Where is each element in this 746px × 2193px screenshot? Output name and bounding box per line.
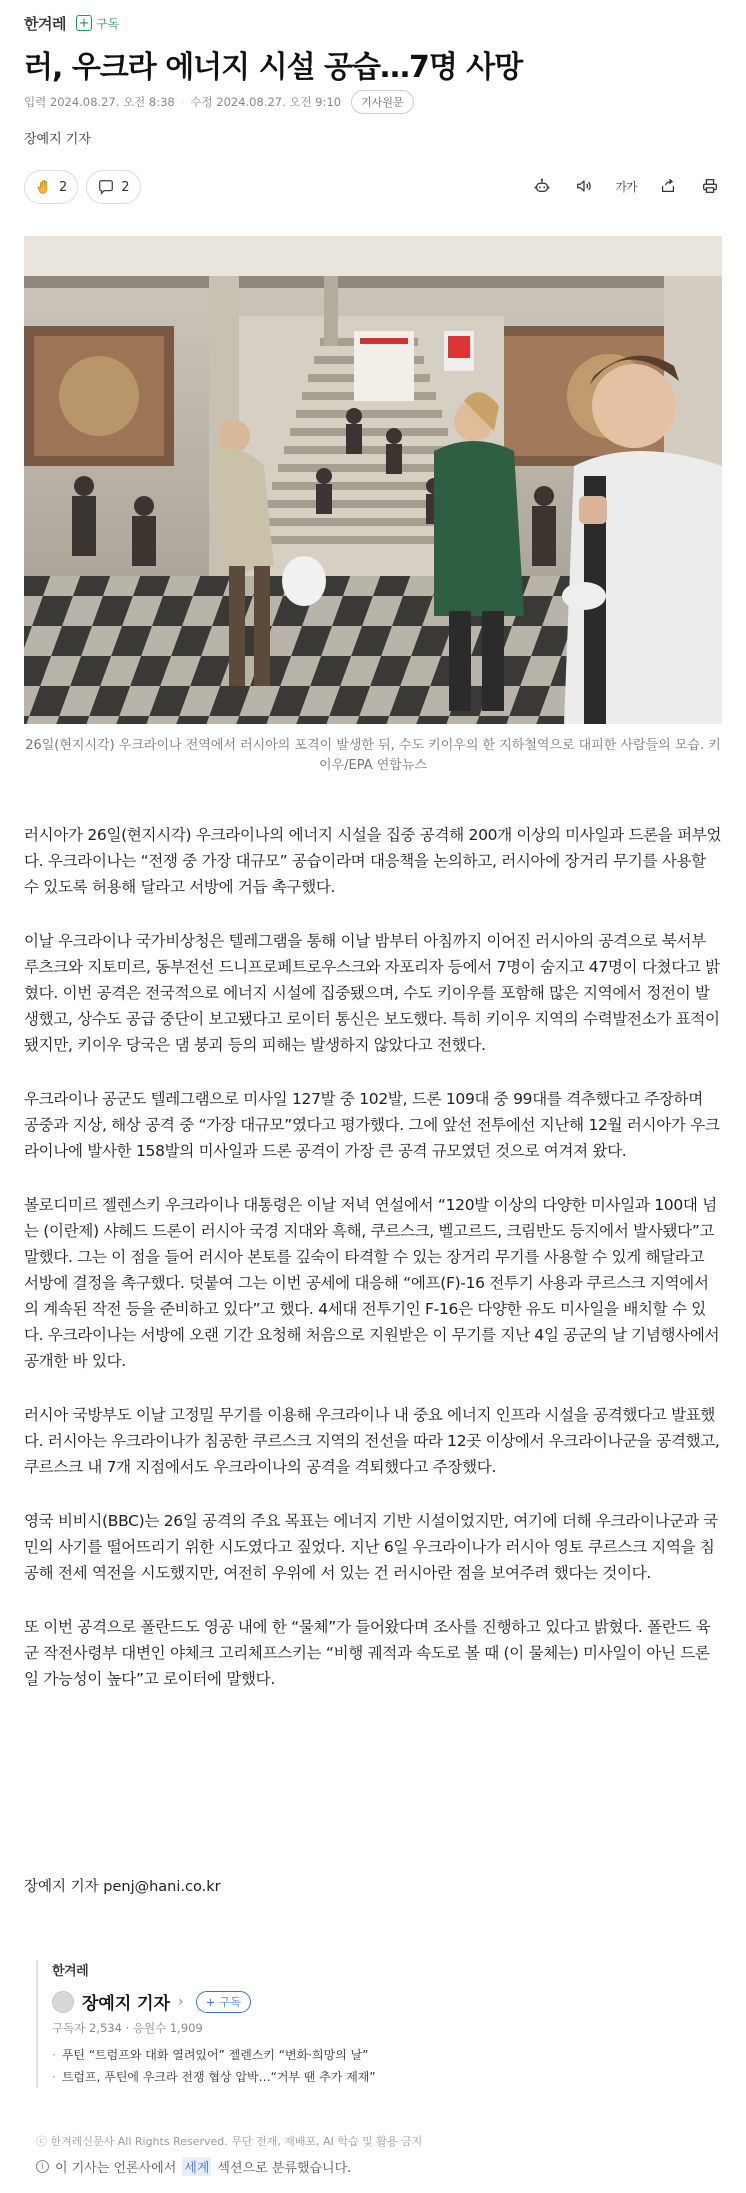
comment-count: 2: [121, 179, 130, 195]
comment-icon: [97, 178, 115, 196]
author-card-press-logo[interactable]: 한겨레: [52, 1964, 89, 1979]
author-email-line: 장예지 기자 penj@hani.co.kr: [24, 1879, 221, 1895]
article-paragraph: 영국 비비시(BBC)는 26일 공격의 주요 목표는 에너지 기반 시설이었지만, 여기에 더해 우크라이나군과 국민의 사기를 떨어뜨리기 위한 시도였다고 짚었다. 지난 6일 우크라이나가 러시아 영토 쿠르스크 지역을 침공해 전세 역전을 시도했지만, 여전히 우위에 서 있는 건 러시아란 점을 보여주려 했다는 것이다.: [24, 1512, 718, 1582]
article-photo[interactable]: [24, 236, 722, 724]
listen-button[interactable]: [572, 174, 596, 198]
bullet-icon: ·: [52, 2048, 56, 2062]
article-paragraph: 우크라이나 공군도 텔레그램으로 미사일 127발 중 102발, 드론 109대 중 99대를 격추했다고 주장하며 공중과 지상, 해상 공격 중 “가장 대규모”였다고 평가했다. 그에 앞선 전투에선 지난해 12월 러시아가 우크라이나에 발사한 158발의 미사일과 드론 공격이 가장 큰 공격 규모였던 것으로 여겨져 왔다.: [24, 1090, 720, 1160]
author-name[interactable]: 장예지 기자: [82, 1994, 171, 2014]
info-icon: i: [36, 2160, 49, 2173]
article-title: 러, 우크라 에너지 시설 공습…7명 사망: [24, 50, 523, 85]
section-suffix: 섹션으로 분류했습니다.: [217, 2161, 352, 2176]
article-meta: [24, 90, 414, 114]
author-card-header: [52, 1989, 696, 2014]
list-item[interactable]: [52, 2066, 696, 2088]
author-stats: 구독자 2,534 · 응원수 1,909: [52, 2021, 203, 2035]
subscribe-label: 구독: [95, 16, 120, 31]
print-button[interactable]: [698, 174, 722, 198]
article-paragraph: 러시아가 26일(현지시각) 우크라이나의 에너지 시설을 집중 공격해 200개 이상의 미사일과 드론을 퍼부었다. 우크라이나는 “전쟁 중 가장 대규모” 공습이라며 대응책을 논의하고, 러시아에 장거리 무기를 사용할 수 있도록 허용해 달라고 서방에 거듭 촉구했다.: [24, 826, 722, 896]
subway-shelter-image: [24, 236, 722, 724]
comment-button[interactable]: [86, 170, 140, 204]
avatar[interactable]: [52, 1991, 74, 2013]
author-subscribe-button[interactable]: + 구독: [196, 1991, 252, 2013]
related-article-title: 트럼프, 푸틴에 우크라 전쟁 협상 압박…“거부 땐 추가 제재”: [61, 2070, 376, 2084]
clap-count: 2: [59, 179, 68, 195]
section-classification: [36, 2157, 351, 2176]
section-prefix: 이 기사는 언론사에서: [55, 2161, 177, 2176]
clap-button[interactable]: [24, 170, 78, 204]
bullet-icon: ·: [52, 2070, 56, 2084]
author-card: [36, 1960, 696, 2088]
author-related-list: [52, 2044, 696, 2088]
summary-bot-button[interactable]: [530, 174, 554, 198]
article-paragraph: 러시아 국방부도 이날 고정밀 무기를 이용해 우크라이나 내 중요 에너지 인프라 시설을 공격했다고 발표했다. 러시아는 우크라이나가 침공한 쿠르스크 지역의 전선을 따라 12곳 이상에서 우크라이나군을 공격했고, 쿠르스크 내 7개 지점에서도 우크라이나의 공격을 격퇴했다고 주장했다.: [24, 1406, 720, 1476]
copyright-notice: ⓒ 한겨레신문사 All Rights Reserved. 무단 전재, 재배포, AI 학습 및 활용 금지: [36, 2135, 423, 2148]
list-item[interactable]: [52, 2044, 696, 2066]
reaction-bar: [24, 170, 141, 204]
font-size-button[interactable]: [614, 174, 638, 198]
speaker-icon: [575, 177, 593, 195]
original-article-button[interactable]: 기사원문: [351, 90, 414, 114]
subscribe-button[interactable]: [76, 15, 119, 32]
related-article-title: 푸틴 “트럼프와 대화 열려있어” 젤렌스키 “변화·희망의 날”: [61, 2048, 369, 2062]
article-body: [24, 822, 722, 1720]
photo-caption: 26일(현지시각) 우크라이나 전역에서 러시아의 포격이 발생한 뒤, 수도 키이우의 한 지하철역으로 대피한 사람들의 모습. 키이우/EPA 연합뉴스: [25, 738, 721, 773]
chevron-right-icon: ›: [178, 1993, 184, 2010]
meta-separator: ·: [180, 95, 185, 109]
plus-icon: +: [76, 15, 92, 31]
article-paragraph: 이날 우크라이나 국가비상청은 텔레그램을 통해 이날 밤부터 아침까지 이어진 러시아의 공격으로 북서부 루츠크와 지토미르, 동부전선 드니프로페트로우스크와 자포리자 등에서 7명이 숨지고 47명이 다쳤다고 밝혔다. 이번 공격은 전국적으로 에너지 시설에 집중됐으며, 수도 키이우를 포함해 많은 지역에서 정전이 발생했고, 상수도 공급 중단이 보고됐다고 로이터 통신은 보도했다. 특히 키이우 지역의 수력발전소가 표적이 됐지만, 키이우 당국은 댐 붕괴 등의 피해는 발생하지 않았다고 전했다.: [24, 932, 720, 1054]
share-button[interactable]: [656, 174, 680, 198]
top-bar: [24, 10, 119, 36]
section-link[interactable]: 세계: [182, 2157, 211, 2176]
share-icon: [659, 177, 677, 195]
font-size-icon: 가가: [615, 179, 637, 194]
robot-icon: [533, 177, 551, 195]
published-date: 입력 2024.08.27. 오전 8:38: [24, 95, 175, 109]
article-paragraph: 볼로디미르 젤렌스키 우크라이나 대통령은 이날 저녁 연설에서 “120발 이상의 다양한 미사일과 100대 넘는 (이란제) 샤헤드 드론이 러시아 국경 지대와 흑해, 쿠르스크, 벨고르드, 크림반도 등지에서 발사됐다”고 말했다. 그는 이 점을 들어 러시아 본토를 깊숙이 타격할 수 있는 장거리 무기를 사용할 수 있게 해달라고 서방에 결정을 촉구했다. 덧붙여 그는 이번 공세에 대응해 “에프(F)-16 전투기 사용과 쿠르스크 지역에서의 계속된 작전 등을 준비하고 있다”고 했다. 4세대 전투기인 F-16은 다양한 유도 미사일을 배치할 수 있다. 우크라이나는 서방에 오랜 기간 요청해 처음으로 지원받은 이 무기를 지난 4일 공군의 날 기념행사에서 공개한 바 있다.: [24, 1196, 720, 1370]
clap-icon: [35, 178, 53, 196]
print-icon: [701, 177, 719, 195]
article-tools: [530, 174, 722, 198]
modified-date: 수정 2024.08.27. 오전 9:10: [190, 95, 342, 109]
byline[interactable]: 장예지 기자: [24, 132, 91, 147]
article-paragraph: 또 이번 공격으로 폴란드도 영공 내에 한 “물체”가 들어왔다며 조사를 진행하고 있다고 밝혔다. 폴란드 육군 작전사령부 대변인 야체크 고리체프스키는 “비행 궤적과 속도로 볼 때 (이 물체는) 미사일이 아닌 드론일 가능성이 높다”고 로이터에 말했다.: [24, 1618, 711, 1688]
press-logo[interactable]: 한겨레: [24, 14, 66, 33]
